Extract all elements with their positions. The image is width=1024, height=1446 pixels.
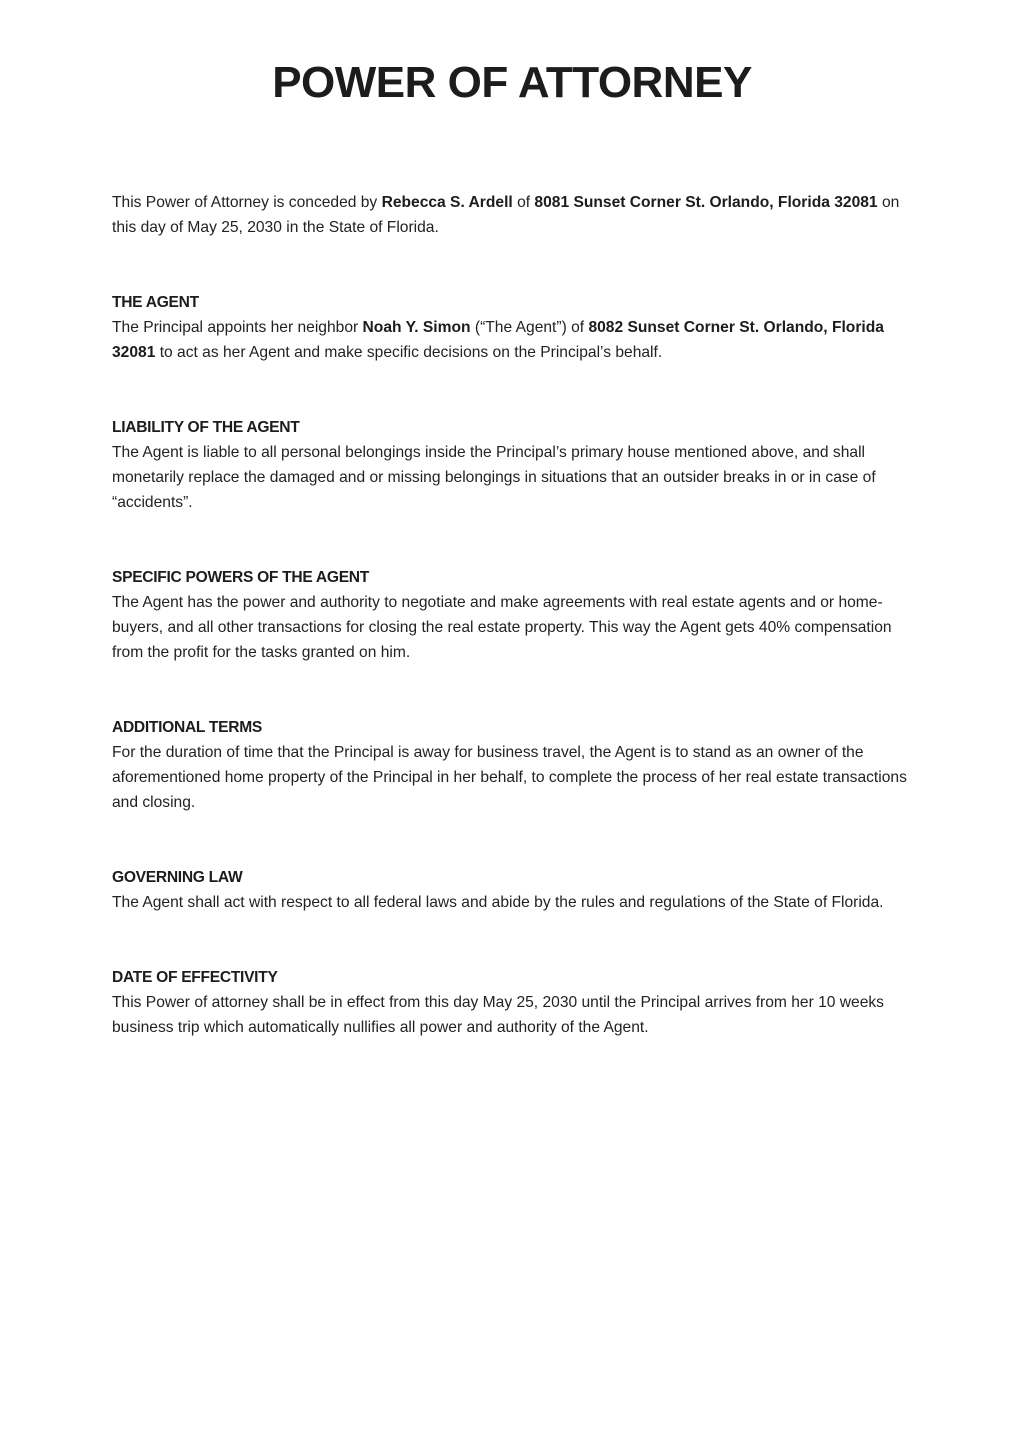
agent-text-3: to act as her Agent and make specific decisions on the Principal’s behalf.: [155, 344, 663, 361]
section-governing-law: [112, 865, 918, 915]
principal-name: Rebecca S. Ardell: [381, 194, 513, 211]
section-the-agent: [112, 290, 918, 365]
section-body: For the duration of time that the Principal is away for business travel, the Agent is to stand as an owner of the aforementioned home property of the Principal in her behalf, to complete the process of her real estate transactions and closing.: [112, 744, 907, 811]
section-date-of-effectivity: [112, 965, 918, 1040]
document-body: [112, 190, 918, 1090]
principal-address: 8081 Sunset Corner St. Orlando, Florida 32081: [534, 194, 878, 211]
section-additional-terms: [112, 715, 918, 815]
section-specific-powers: [112, 565, 918, 665]
agent-address: 8082 Sunset Corner St. Orlando, Florida 32081: [112, 319, 884, 361]
intro-text-2: of: [512, 194, 535, 211]
section-heading: SPECIFIC POWERS OF THE AGENT: [112, 569, 369, 586]
section-heading: LIABILITY OF THE AGENT: [112, 419, 300, 436]
intro-paragraph: [112, 190, 918, 240]
agent-text-2: (“The Agent”) of: [470, 319, 589, 336]
section-body: The Agent shall act with respect to all federal laws and abide by the rules and regulations of the State of Florida.: [112, 894, 884, 911]
intro-text-1: This Power of Attorney is conceded by: [112, 194, 382, 211]
section-heading: THE AGENT: [112, 294, 199, 311]
section-heading: ADDITIONAL TERMS: [112, 719, 262, 736]
section-liability: [112, 415, 918, 515]
intro-text-3: on this day of May 25, 2030 in the State of Florida.: [112, 194, 900, 236]
section-heading: DATE OF EFFECTIVITY: [112, 969, 278, 986]
section-body: This Power of attorney shall be in effect from this day May 25, 2030 until the Principal arrives from her 10 weeks business trip which automatically nullifies all power and authority of the Agent.: [112, 994, 884, 1036]
section-body: The Agent has the power and authority to negotiate and make agreements with real estate agents and or home-buyers, and all other transactions for closing the real estate property. This way the Agent gets 40% compensation from the profit for the tasks granted on him.: [112, 594, 892, 661]
document-title: POWER OF ATTORNEY: [272, 58, 752, 107]
section-heading: GOVERNING LAW: [112, 869, 243, 886]
agent-text-1: The Principal appoints her neighbor: [112, 319, 363, 336]
agent-name: Noah Y. Simon: [362, 319, 471, 336]
section-body: The Agent is liable to all personal belongings inside the Principal’s primary house mentioned above, and shall monetarily replace the damaged and or missing belongings in situations that an outsider breaks in or in case of “accidents”.: [112, 444, 876, 511]
section-body: [112, 315, 918, 365]
